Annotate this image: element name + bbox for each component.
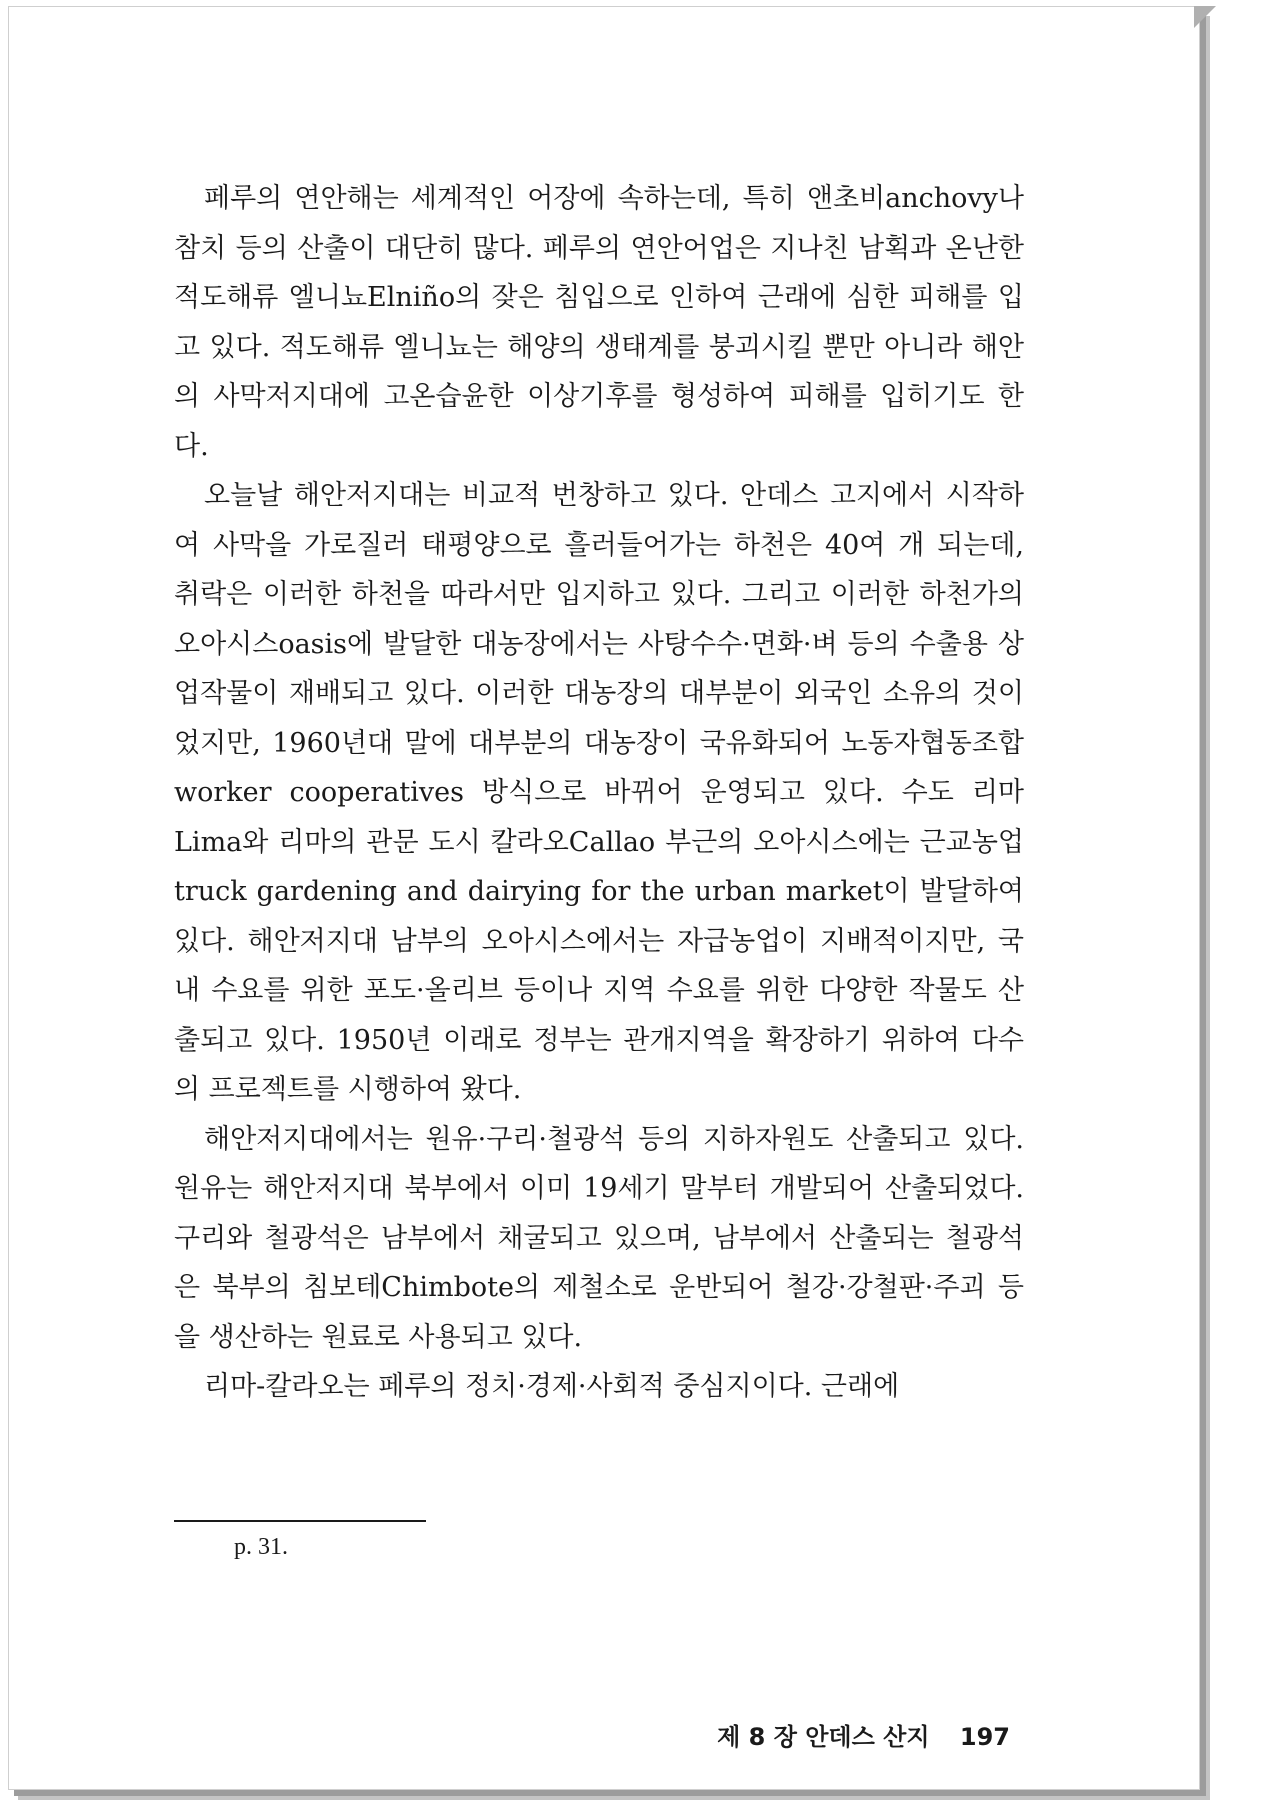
footnote-divider: [174, 1520, 426, 1522]
footnote: p. 31.: [234, 1534, 288, 1560]
paragraph-2: 오늘날 해안저지대는 비교적 번창하고 있다. 안데스 고지에서 시작하여 사막을 가로질러 태평양으로 흘러들어가는 하천은 40여 개 되는데, 취락은 이러한 하천을 따라서만 입지하고 있다. 그리고 이러한 하천가의 오아시스oasis에 발달한 대농장에서는 사탕수수·면화·벼 등의 수출용 상업작물이 재배되고 있다. 이러한 대농장의 대부분이 외국인 소유의 것이었지만, 1960년대 말에 대부분의 대농장이 국유화되어 노동자협동조합worker cooperatives 방식으로 바뀌어 운영되고 있다. 수도 리마Lima와 리마의 관문 도시 칼라오Callao 부근의 오아시스에는 근교농업truck gardening and dairying for the urban market이 발달하여 있다. 해안저지대 남부의 오아시스에서는 자급농업이 지배적이지만, 국내 수요를 위한 포도·올리브 등이나 지역 수요를 위한 다양한 작물도 산출되고 있다. 1950년 이래로 정부는 관개지역을 확장하기 위하여 다수의 프로젝트를 시행하여 왔다.: [174, 480, 1024, 1105]
chapter-title: 제 8 장 안데스 산지: [717, 1723, 930, 1751]
page-corner-fold: [1194, 6, 1216, 28]
body-text: [174, 174, 1024, 1412]
paragraph-1: 페루의 연안해는 세계적인 어장에 속하는데, 특히 앤초비anchovy나 참치 등의 산출이 대단히 많다. 페루의 연안어업은 지나친 남획과 온난한 적도해류 엘니뇨Elniño의 잦은 침입으로 인하여 근래에 심한 피해를 입고 있다. 적도해류 엘니뇨는 해양의 생태계를 붕괴시킬 뿐만 아니라 해안의 사막저지대에 고온습윤한 이상기후를 형성하여 피해를 입히기도 한다.: [174, 183, 1024, 462]
page-number: 197: [959, 1723, 1010, 1751]
running-footer: [717, 1717, 1010, 1752]
paragraph-3: 해안저지대에서는 원유·구리·철광석 등의 지하자원도 산출되고 있다. 원유는 해안저지대 북부에서 이미 19세기 말부터 개발되어 산출되었다. 구리와 철광석은 남부에서 채굴되고 있으며, 남부에서 산출되는 철광석은 북부의 침보테Chimbote의 제철소로 운반되어 철강·강철판·주괴 등을 생산하는 원료로 사용되고 있다.: [174, 1123, 1024, 1353]
paragraph-4: 리마-칼라오는 페루의 정치·경제·사회적 중심지이다. 근래에: [204, 1371, 900, 1402]
